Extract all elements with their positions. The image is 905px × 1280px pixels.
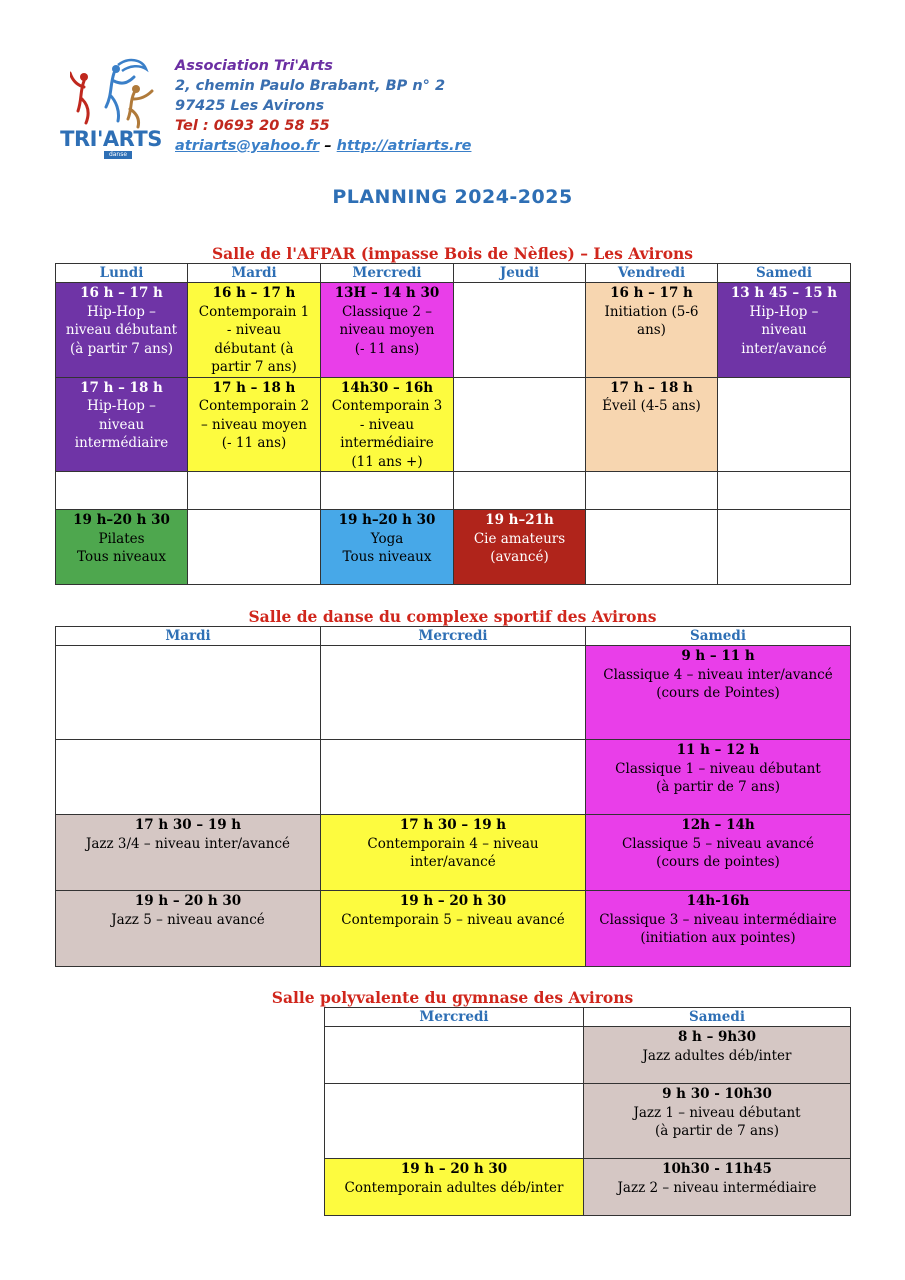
class-time: 14h30 – 16h xyxy=(340,379,434,396)
section-title-afpar: Salle de l'AFPAR (impasse Bois de Nèfles) – Les Avirons xyxy=(211,244,694,263)
day-header: Mardi xyxy=(188,264,321,283)
day-header: Jeudi xyxy=(454,264,586,283)
empty-slot xyxy=(188,472,321,510)
empty-slot xyxy=(586,510,718,585)
class-time: 13H – 14 h 30 xyxy=(334,285,440,301)
class-slot xyxy=(586,815,851,891)
class-description: Jazz adultes déb/inter xyxy=(642,1047,792,1064)
class-description: Hip-Hop – niveau inter/avancé xyxy=(741,303,827,357)
class-description: Pilates Tous niveaux xyxy=(77,530,166,565)
empty-slot xyxy=(454,377,586,472)
class-slot xyxy=(586,646,851,740)
class-time: 17 h 30 – 19 h xyxy=(399,817,507,833)
class-time: 14h-16h xyxy=(686,893,750,909)
schedule-row xyxy=(56,377,851,472)
class-description: Cie amateurs (avancé) xyxy=(473,530,566,565)
class-time: 16 h – 17 h xyxy=(80,285,163,301)
day-header: Samedi xyxy=(586,627,851,646)
class-description: Yoga Tous niveaux xyxy=(342,530,432,565)
class-description: Jazz 5 – niveau avancé xyxy=(111,911,265,928)
class-slot xyxy=(56,891,321,967)
schedule-row xyxy=(325,1159,851,1216)
schedule-row xyxy=(56,740,851,815)
class-slot xyxy=(321,377,454,472)
class-slot xyxy=(321,815,586,891)
class-description: Classique 4 – niveau inter/avancé (cours de Pointes) xyxy=(603,666,833,701)
schedule-table-afpar xyxy=(55,263,851,585)
link-separator: – xyxy=(324,138,332,154)
empty-slot xyxy=(586,472,718,510)
day-header: Mercredi xyxy=(321,264,454,283)
association-info xyxy=(175,56,471,156)
class-slot xyxy=(584,1027,851,1084)
schedule-row xyxy=(56,815,851,891)
empty-slot xyxy=(718,510,851,585)
day-header: Samedi xyxy=(584,1008,851,1027)
class-time: 16 h – 17 h xyxy=(212,285,296,301)
empty-slot xyxy=(718,472,851,510)
logo-subtext: danse xyxy=(104,151,132,159)
empty-slot xyxy=(56,740,321,815)
class-slot xyxy=(586,283,718,378)
class-time: 9 h – 11 h xyxy=(681,648,755,664)
class-description: Classique 1 – niveau débutant (à partir de 7 ans) xyxy=(615,760,821,795)
schedule-row xyxy=(325,1084,851,1159)
day-header-row xyxy=(56,627,851,646)
class-time: 13 h 45 – 15 h xyxy=(730,285,838,301)
class-description: Contemporain 2 – niveau moyen (- 11 ans) xyxy=(198,398,310,451)
day-header: Vendredi xyxy=(586,264,718,283)
class-slot xyxy=(188,283,321,378)
class-time: 17 h 30 – 19 h xyxy=(134,817,242,833)
day-header: Mardi xyxy=(56,627,321,646)
class-time: 19 h–21h xyxy=(485,512,554,528)
dancers-icon xyxy=(70,55,154,129)
schedule-row xyxy=(56,472,851,510)
empty-slot xyxy=(454,283,586,378)
association-name: Association Tri'Arts xyxy=(175,58,333,74)
class-slot xyxy=(321,510,454,585)
class-slot xyxy=(586,740,851,815)
class-slot xyxy=(188,377,321,472)
class-slot xyxy=(584,1159,851,1216)
class-description: Classique 3 – niveau intermédiaire (initiation aux pointes) xyxy=(599,911,837,946)
class-time: 19 h–20 h 30 xyxy=(338,512,436,528)
class-time: 17 h – 18 h xyxy=(610,379,693,396)
class-slot xyxy=(56,377,188,472)
class-description: Contemporain adultes déb/inter xyxy=(344,1179,564,1196)
class-description: Jazz 2 – niveau intermédiaire xyxy=(617,1179,817,1196)
logo-text: TRI'ARTS xyxy=(60,127,162,151)
class-slot xyxy=(56,283,188,378)
class-time: 19 h – 20 h 30 xyxy=(400,1161,508,1177)
empty-slot xyxy=(188,510,321,585)
class-slot xyxy=(56,510,188,585)
schedule-row xyxy=(56,646,851,740)
empty-slot xyxy=(56,472,188,510)
page-title: PLANNING 2024-2025 xyxy=(332,186,573,208)
day-header: Samedi xyxy=(718,264,851,283)
class-slot xyxy=(718,283,851,378)
class-slot xyxy=(586,377,718,472)
empty-slot xyxy=(454,472,586,510)
schedule-table-gymnase xyxy=(324,1007,851,1216)
class-time: 10h30 - 11h45 xyxy=(662,1161,772,1177)
class-slot xyxy=(586,891,851,967)
section-title-gymnase: Salle polyvalente du gymnase des Avirons xyxy=(271,988,634,1007)
day-header: Mercredi xyxy=(325,1008,584,1027)
email-link[interactable]: atriarts@yahoo.fr xyxy=(175,138,320,154)
class-time: 19 h – 20 h 30 xyxy=(399,893,507,909)
day-header-row xyxy=(325,1008,851,1027)
class-time: 19 h–20 h 30 xyxy=(73,512,170,528)
empty-slot xyxy=(325,1084,584,1159)
class-slot xyxy=(454,510,586,585)
class-description: Jazz 3/4 – niveau inter/avancé xyxy=(85,835,291,852)
class-description: Initiation (5-6 ans) xyxy=(604,303,699,338)
schedule-row xyxy=(56,510,851,585)
empty-slot xyxy=(325,1027,584,1084)
class-slot xyxy=(321,891,586,967)
class-slot xyxy=(584,1084,851,1159)
empty-slot xyxy=(718,377,851,472)
class-description: Jazz 1 – niveau débutant (à partir de 7 ans) xyxy=(633,1104,801,1139)
class-time: 8 h – 9h30 xyxy=(677,1029,757,1045)
class-time: 12h – 14h xyxy=(681,817,755,833)
schedule-row xyxy=(56,283,851,378)
class-description: Contemporain 4 – niveau inter/avancé xyxy=(367,835,539,870)
empty-slot xyxy=(321,472,454,510)
schedule-table-complexe xyxy=(55,626,851,967)
class-description: Classique 5 – niveau avancé (cours de pointes) xyxy=(621,835,815,870)
class-slot xyxy=(321,283,454,378)
day-header: Lundi xyxy=(56,264,188,283)
schedule-row xyxy=(325,1027,851,1084)
section-title-complexe: Salle de danse du complexe sportif des Avirons xyxy=(248,607,657,626)
class-time: 17 h – 18 h xyxy=(212,379,296,396)
class-description: Contemporain 3 - niveau intermédiaire (11 ans +) xyxy=(331,398,443,470)
day-header: Mercredi xyxy=(321,627,586,646)
class-description: Classique 2 – niveau moyen (- 11 ans) xyxy=(339,303,435,357)
class-time: 9 h 30 - 10h30 xyxy=(662,1086,772,1102)
class-description: Éveil (4-5 ans) xyxy=(602,398,701,414)
class-description: Hip-Hop – niveau intermédiaire xyxy=(74,398,169,451)
class-time: 16 h – 17 h xyxy=(610,285,693,301)
class-description: Hip-Hop – niveau débutant (à partir 7 ans) xyxy=(65,303,178,357)
empty-slot xyxy=(321,740,586,815)
association-address: 2, chemin Paulo Brabant, BP n° 2 xyxy=(175,78,446,94)
association-city: 97425 Les Avirons xyxy=(175,98,325,114)
website-link[interactable]: http://atriarts.re xyxy=(336,138,472,154)
schedule-row xyxy=(56,891,851,967)
logo xyxy=(58,55,168,160)
association-phone: Tel : 0693 20 58 55 xyxy=(175,118,330,134)
empty-slot xyxy=(56,646,321,740)
class-description: Contemporain 1 - niveau débutant (à partir 7 ans) xyxy=(198,303,310,375)
class-time: 19 h – 20 h 30 xyxy=(134,893,242,909)
empty-slot xyxy=(321,646,586,740)
class-slot xyxy=(56,815,321,891)
class-time: 11 h – 12 h xyxy=(676,742,760,758)
day-header-row xyxy=(56,264,851,283)
class-slot xyxy=(325,1159,584,1216)
class-description: Contemporain 5 – niveau avancé xyxy=(341,911,565,928)
class-time: 17 h – 18 h xyxy=(80,379,163,396)
